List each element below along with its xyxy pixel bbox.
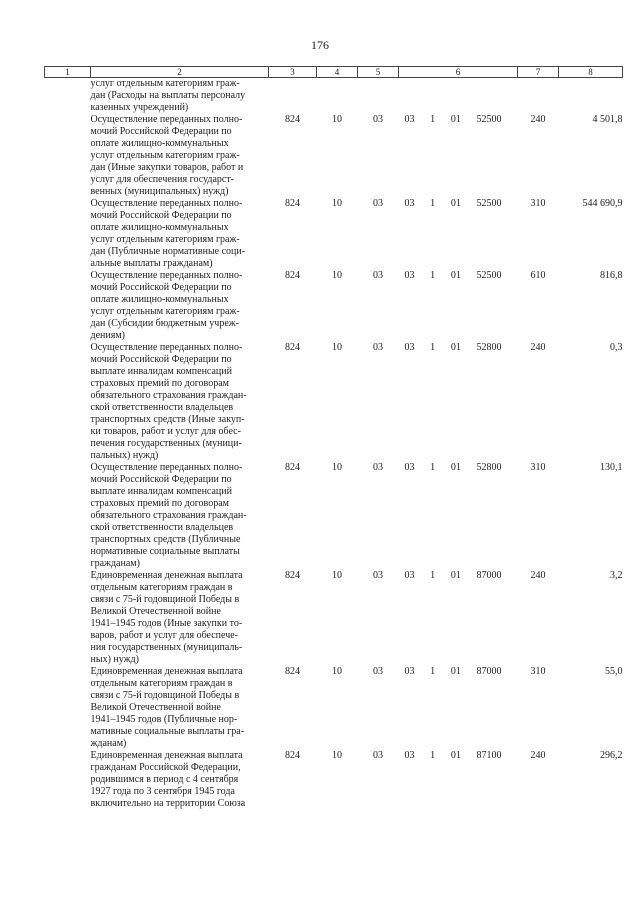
row-description: [91, 78, 269, 115]
cell-amount: 3,2: [610, 570, 623, 581]
code-6-part: 1: [430, 570, 436, 581]
description-line: дан (Расходы на выплаты персоналу: [90, 90, 246, 101]
cell-code-4: 10: [332, 462, 342, 473]
code-6-part: 03: [404, 462, 415, 473]
description-line: Осуществление переданных полно-: [90, 114, 243, 125]
code-6-part: 1: [430, 114, 436, 125]
code-6-part: 01: [450, 270, 461, 281]
cell-code-3: 824: [285, 342, 300, 353]
code-6-part: 03: [404, 114, 415, 125]
description-line: печения государственных (муници-: [90, 438, 242, 449]
cell-code-7: 310: [530, 666, 546, 677]
description-line: альные выплаты гражданам): [90, 258, 213, 269]
cell-code-3: 824: [285, 114, 300, 125]
description-line: услуг отдельным категориям граж-: [90, 150, 240, 161]
description-line: ской ответственности владельцев: [90, 522, 234, 533]
description-line: мочий Российской Федерации по: [90, 126, 232, 137]
description-line: Единовременная денежная выплата: [90, 750, 243, 761]
description-line: дан (Иные закупки товаров, работ и: [90, 162, 244, 173]
cell-code-4: 10: [332, 114, 342, 125]
cell-empty: [317, 78, 358, 115]
cell-code-4: 10: [332, 666, 342, 677]
cell-code-6: [399, 462, 518, 570]
code-6-part: 01: [450, 462, 461, 473]
table-row: [45, 666, 623, 750]
cell-empty: [45, 570, 91, 666]
cell-code-5: 03: [373, 750, 383, 761]
code-6-part: 03: [404, 570, 415, 581]
cell-amount: 130,1: [600, 462, 623, 473]
description-line: Великой Отечественной войне: [90, 606, 221, 617]
code-6-part: 52800: [476, 342, 502, 353]
description-line: дан (Субсидии бюджетным учреж-: [90, 318, 239, 329]
description-line: оплате жилищно-коммунальных: [90, 222, 229, 233]
row-description: [91, 570, 269, 666]
row-description: [91, 462, 269, 570]
description-line: обязательного страхования граждан-: [90, 390, 247, 401]
budget-table: [44, 66, 623, 810]
cell-empty: [45, 270, 91, 342]
code-6-part: 03: [404, 750, 415, 761]
code-6-part: 1: [430, 666, 436, 677]
cell-code-7: 240: [530, 750, 546, 761]
code-6-parts: [399, 198, 518, 210]
code-6-part: 01: [450, 750, 461, 761]
code-6-part: 1: [430, 270, 436, 281]
cell-amount: 816,8: [600, 270, 623, 281]
table-row: [45, 198, 623, 270]
description-line: дан (Публичные нормативные соци-: [90, 246, 246, 257]
cell-empty: [518, 78, 559, 115]
code-6-part: 01: [450, 666, 461, 677]
description-line: отдельным категориям граждан в: [90, 678, 233, 689]
description-line: услуг отдельным категориям граж-: [90, 234, 240, 245]
cell-empty: [45, 198, 91, 270]
cell-empty: [559, 78, 623, 115]
cell-code-3: 824: [285, 666, 300, 677]
page-number: 176: [311, 38, 329, 52]
cell-code-6: [399, 570, 518, 666]
description-line: выплате инвалидам компенсаций: [90, 486, 232, 497]
header-col-6: 6: [399, 67, 518, 78]
header-col-2: 2: [91, 67, 269, 78]
header-row: [45, 67, 623, 78]
cell-empty: [45, 750, 91, 810]
description-line: Осуществление переданных полно-: [90, 462, 243, 473]
cell-code-5: 03: [373, 114, 383, 125]
cell-code-7: 240: [530, 114, 546, 125]
table-row: [45, 270, 623, 342]
description-line: пальных) нужд): [90, 450, 159, 461]
code-6-part: 52500: [476, 198, 502, 209]
cell-code-4: 10: [332, 342, 342, 353]
code-6-part: 52800: [476, 462, 502, 473]
cell-code-4: 10: [332, 198, 342, 209]
description-line: 1941–1945 годов (Иные закупки то-: [90, 618, 243, 629]
cell-code-5: 03: [373, 198, 383, 209]
cell-amount: 544 690,9: [582, 198, 623, 209]
description-line: Осуществление переданных полно-: [90, 198, 243, 209]
description-line: включительно на территории Союза: [90, 798, 246, 809]
cell-code-5: 03: [373, 462, 383, 473]
description-line: жданам): [90, 738, 127, 749]
cell-code-5: 03: [373, 570, 383, 581]
header-col-8: 8: [559, 67, 623, 78]
cell-code-6: [399, 342, 518, 462]
code-6-part: 03: [404, 666, 415, 677]
description-line: гражданам): [90, 558, 140, 569]
code-6-part: 1: [430, 462, 436, 473]
cell-code-6: [399, 666, 518, 750]
description-line: отдельным категориям граждан в: [90, 582, 233, 593]
cell-empty: [269, 78, 317, 115]
table-body: [45, 78, 623, 811]
code-6-parts: [399, 114, 518, 126]
description-line: мочий Российской Федерации по: [90, 354, 232, 365]
table-row: [45, 114, 623, 198]
description-line: Осуществление переданных полно-: [90, 270, 243, 281]
cell-empty: [399, 78, 518, 115]
description-line: услуг отдельным категориям граж-: [90, 78, 240, 89]
description-line: венных (муниципальных) нужд): [90, 186, 229, 197]
description-line: нормативные социальные выплаты: [90, 546, 240, 557]
cell-code-5: 03: [373, 666, 383, 677]
code-6-part: 01: [450, 342, 461, 353]
code-6-part: 03: [404, 198, 415, 209]
cell-code-4: 10: [332, 570, 342, 581]
code-6-parts: [399, 462, 518, 474]
table-row: [45, 342, 623, 462]
description-line: страховых премий по договорам: [90, 378, 229, 389]
code-6-parts: [399, 270, 518, 282]
description-line: мочий Российской Федерации по: [90, 210, 232, 221]
cell-code-6: [399, 270, 518, 342]
description-line: выплате инвалидам компенсаций: [90, 366, 232, 377]
row-description: [91, 270, 269, 342]
header-col-3: 3: [269, 67, 317, 78]
row-description: [91, 750, 269, 810]
table-row: [45, 750, 623, 810]
description-line: дениям): [90, 330, 125, 341]
table-row: [45, 462, 623, 570]
code-6-parts: [399, 750, 518, 762]
description-line: услуг для обеспечения государст-: [90, 174, 235, 185]
code-6-part: 03: [404, 342, 415, 353]
description-line: страховых премий по договорам: [90, 498, 229, 509]
cell-code-4: 10: [332, 750, 342, 761]
header-col-1: 1: [45, 67, 91, 78]
cell-empty: [358, 78, 399, 115]
code-6-part: 87100: [476, 750, 502, 761]
table-row-continuation: [45, 78, 623, 115]
cell-code-3: 824: [285, 570, 300, 581]
header-col-7: 7: [518, 67, 559, 78]
code-6-part: 1: [430, 198, 436, 209]
header-col-4: 4: [317, 67, 358, 78]
description-line: мочий Российской Федерации по: [90, 282, 232, 293]
cell-code-7: 310: [530, 198, 546, 209]
description-line: мочий Российской Федерации по: [90, 474, 232, 485]
code-6-part: 1: [430, 750, 436, 761]
description-line: варов, работ и услуг для обеспече-: [90, 630, 238, 641]
cell-empty: [45, 462, 91, 570]
cell-code-7: 610: [530, 270, 546, 281]
table-row: [45, 570, 623, 666]
cell-code-6: [399, 198, 518, 270]
description-line: транспортных средств (Иные закуп-: [90, 414, 245, 425]
cell-amount: 4 501,8: [592, 114, 623, 125]
description-line: гражданам Российской Федерации,: [90, 762, 241, 773]
cell-amount: 296,2: [600, 750, 623, 761]
description-line: оплате жилищно-коммунальных: [90, 294, 229, 305]
cell-empty: [45, 78, 91, 115]
code-6-parts: [399, 342, 518, 354]
cell-code-5: 03: [373, 270, 383, 281]
description-line: оплате жилищно-коммунальных: [90, 138, 229, 149]
description-line: связи с 75-й годовщиной Победы в: [90, 690, 240, 701]
description-line: ки товаров, работ и услуг для обес-: [90, 426, 241, 437]
description-line: казенных учреждений): [90, 102, 189, 113]
description-line: Единовременная денежная выплата: [90, 570, 243, 581]
description-line: ской ответственности владельцев: [90, 402, 234, 413]
cell-code-3: 824: [285, 462, 300, 473]
description-line: Великой Отечественной войне: [90, 702, 221, 713]
description-line: 1927 года по 3 сентября 1945 года: [90, 786, 235, 797]
code-6-part: 01: [450, 570, 461, 581]
cell-empty: [45, 666, 91, 750]
cell-empty: [45, 342, 91, 462]
row-description: [91, 342, 269, 462]
code-6-parts: [399, 570, 518, 582]
description-line: мативные социальные выплаты гра-: [90, 726, 245, 737]
row-description: [91, 114, 269, 198]
cell-amount: 0,3: [610, 342, 623, 353]
description-line: Единовременная денежная выплата: [90, 666, 243, 677]
cell-code-7: 240: [530, 570, 546, 581]
cell-amount: 55,0: [605, 666, 623, 677]
cell-empty: [45, 114, 91, 198]
code-6-part: 03: [404, 270, 415, 281]
description-line: 1941–1945 годов (Публичные нор-: [90, 714, 238, 725]
description-line: ния государственных (муниципаль-: [90, 642, 243, 653]
row-description: [91, 198, 269, 270]
cell-code-6: [399, 750, 518, 810]
description-line: услуг отдельным категориям граж-: [90, 306, 240, 317]
cell-code-3: 824: [285, 750, 300, 761]
cell-code-7: 310: [530, 462, 546, 473]
code-6-part: 01: [450, 114, 461, 125]
header-col-5: 5: [358, 67, 399, 78]
code-6-part: 87000: [476, 570, 502, 581]
code-6-part: 52500: [476, 270, 502, 281]
cell-code-7: 240: [530, 342, 546, 353]
description-line: связи с 75-й годовщиной Победы в: [90, 594, 240, 605]
row-description: [91, 666, 269, 750]
cell-code-5: 03: [373, 342, 383, 353]
description-line: ных) нужд): [90, 654, 139, 665]
description-line: обязательного страхования граждан-: [90, 510, 247, 521]
cell-code-3: 824: [285, 270, 300, 281]
code-6-part: 52500: [476, 114, 502, 125]
code-6-part: 87000: [476, 666, 502, 677]
description-line: родившимся в период с 4 сентября: [90, 774, 239, 785]
cell-code-3: 824: [285, 198, 300, 209]
cell-code-6: [399, 114, 518, 198]
code-6-parts: [399, 666, 518, 678]
description-line: транспортных средств (Публичные: [90, 534, 241, 545]
description-line: Осуществление переданных полно-: [90, 342, 243, 353]
cell-code-4: 10: [332, 270, 342, 281]
code-6-part: 01: [450, 198, 461, 209]
code-6-part: 1: [430, 342, 436, 353]
